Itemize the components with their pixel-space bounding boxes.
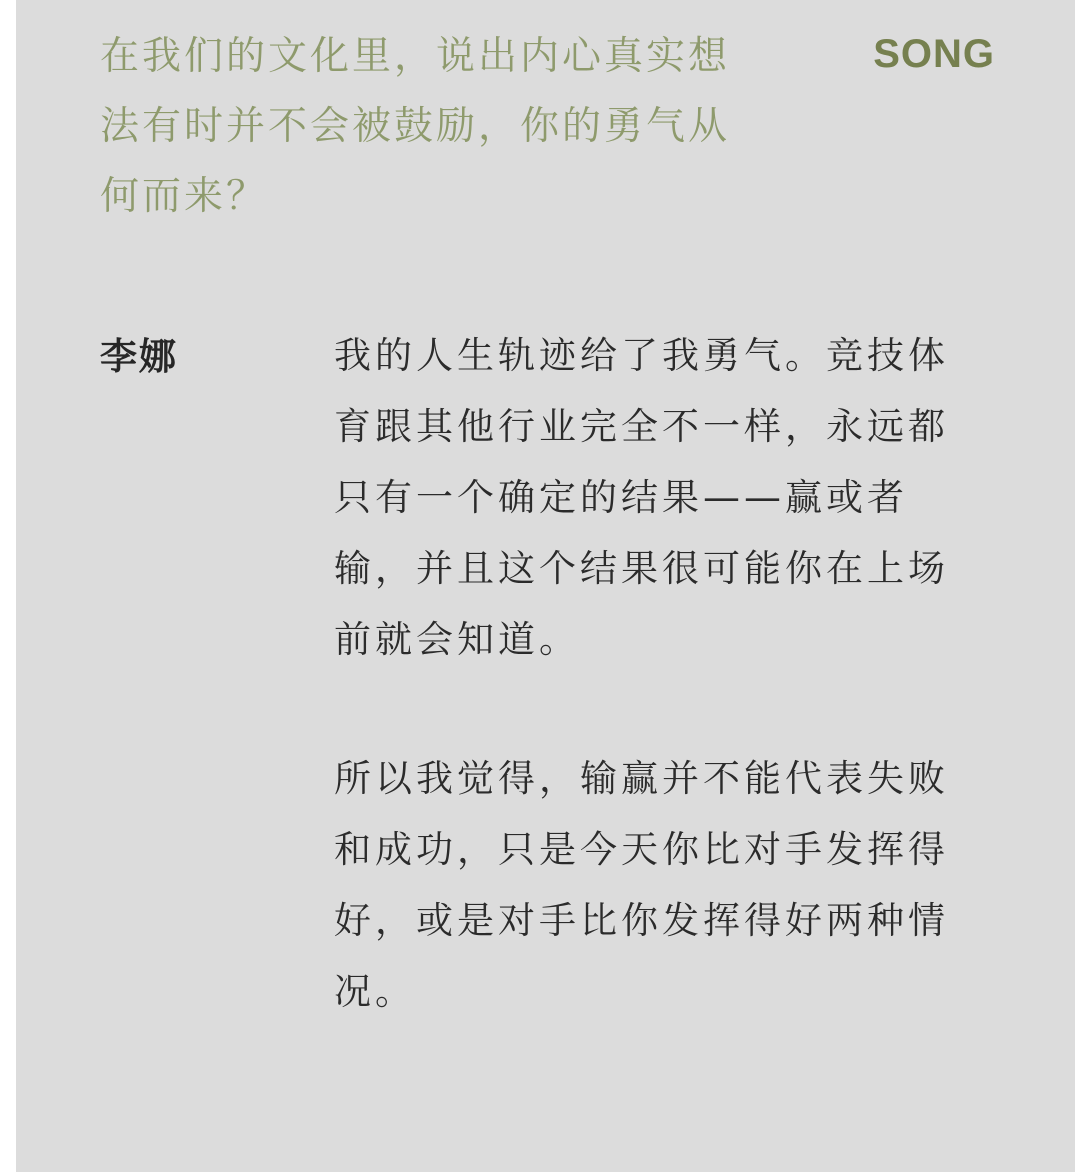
answer-line: 育跟其他行业完全不一样，永远都 bbox=[334, 405, 949, 448]
answer-paragraph-2 bbox=[334, 743, 1014, 1027]
paragraph-spacer bbox=[334, 675, 1014, 743]
answer-line: 前就会知道。 bbox=[334, 618, 580, 661]
answer-paragraph-1 bbox=[334, 320, 1014, 675]
speaker-name: 李娜 bbox=[100, 335, 178, 378]
answer-line: 输，并且这个结果很可能你在上场 bbox=[334, 547, 949, 590]
answer-line: 好，或是对手比你发挥得好两种情 bbox=[334, 899, 949, 942]
answer-line: 只有一个确定的结果——赢或者 bbox=[334, 476, 908, 519]
interview-question bbox=[100, 22, 780, 232]
question-line: 何而来？ bbox=[100, 174, 269, 219]
interview-page bbox=[16, 0, 1075, 1172]
answer-line: 我的人生轨迹给了我勇气。竞技体 bbox=[334, 334, 949, 377]
answer-line: 况。 bbox=[334, 970, 416, 1013]
interviewer-tag: SONG bbox=[873, 32, 995, 76]
interview-answer bbox=[334, 320, 1014, 1027]
question-line: 在我们的文化里，说出内心真实想 bbox=[100, 34, 731, 79]
question-line: 法有时并不会被鼓励，你的勇气从 bbox=[100, 104, 731, 149]
answer-line: 所以我觉得，输赢并不能代表失败 bbox=[334, 757, 949, 800]
answer-line: 和成功，只是今天你比对手发挥得 bbox=[334, 828, 949, 871]
